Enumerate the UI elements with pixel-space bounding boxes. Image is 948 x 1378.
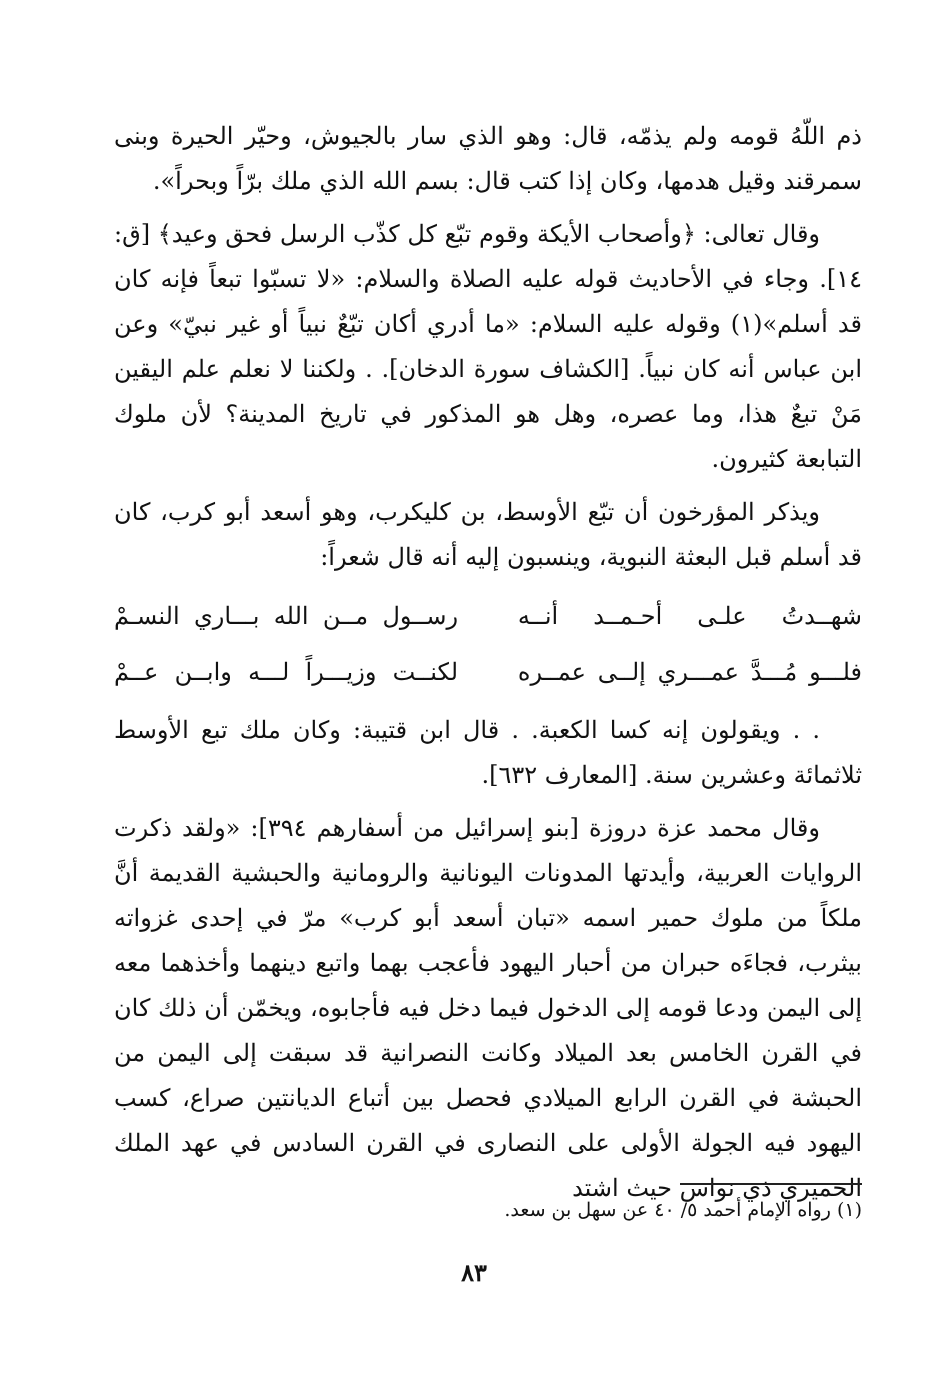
verse-1-first-hemistich: شهــدتُ علـى أحـمــد أنــه (517, 602, 862, 630)
page-number: ٨٣ (461, 1258, 487, 1287)
paragraph-5: وقال محمد عزة دروزة [بنو إسرائيل من أسفارهم ٣٩٤]: «ولقد ذكرت الروايات العربية، وأيدتها المدونات اليونانية والرومانية والحبشية القديمة أنَّ ملكاً من ملوك حمير اسمه «تبان أسعد أبو كرب» مرّ في إحدى غزواته بيثرب، فجاءَه حبران من أحبار اليهود فأعجب بهما واتبع دينهما وأخذهما معه إلى اليمن ودعا قومه إلى الدخول فيما دخل فيه فأجابوه، ويخمّن أن ذلك كان في القرن الخامس بعد الميلاد وكانت النصرانية قد سبقت إلى اليمن من الحبشة في القرن الرابع الميلادي فحصل بين أتباع الديانتين صراع، كسب اليهود فيه الجولة الأولى على النصارى في القرن السادس في عهد الملك الحميري ذي نواس حيث اشتد (114, 814, 862, 1202)
poem (114, 588, 862, 700)
poem-verse-2 (114, 644, 862, 700)
paragraph-4: . . ويقولون إنه كسا الكعبة. . قال ابن قتيبة: وكان ملك تبع الأوسط ثلاثمائة وعشرين سنة. [المعارف ٦٣٢]. (114, 716, 862, 789)
paragraph-3: ويذكر المؤرخون أن تبّع الأوسط، بن كليكرب، وهو أسعد أبو كرب، كان قد أسلم قبل البعثة النبوية، وينسبون إليه أنه قال شعراً: (114, 498, 862, 571)
paragraph-2: وقال تعالى: ﴿وأصحاب الأيكة وقوم تبّع كل كذّب الرسل فحق وعيد﴾ [ق: ١٤]. وجاء في الأحاديث قوله عليه الصلاة والسلام: «لا تسبّوا تبعاً فإنه كان قد أسلم»(١) وقوله عليه السلام: «ما أدري أكان تبّعٌ نبياً أو غير نبيّ» وعن ابن عباس أنه كان نبياً. [الكشاف سورة الدخان]. . ولكننا لا نعلم علم اليقين مَنْ تبعٌ هذا، وما عصره، وهل هو المذكور في تاريخ المدينة؟ لأن ملوك التبابعة كثيرون. (114, 220, 862, 473)
page-body (114, 114, 862, 1219)
verse-2-second-hemistich: لكنــت وزيـــراً لـــه وابــن عــمْ (114, 658, 459, 686)
footnote: (١) رواه الإمام أحمد ٥/ ٤٠ عن سهل بن سعد. (504, 1199, 862, 1221)
poem-verse-1 (114, 588, 862, 644)
paragraph-1: ذم اللّهُ قومه ولم يذمّه، قال: وهو الذي سار بالجيوش، وحيّر الحيرة وبنى سمرقند وقيل هدمها، وكان إذا كتب قال: بسم الله الذي ملك برّاً وبحراً». (114, 122, 862, 195)
verse-1-second-hemistich: رســول مــن الله بـــاري النسـمْ (114, 602, 459, 630)
footnote-divider (680, 1183, 862, 1185)
verse-2-first-hemistich: فلـــو مُـــدَّ عمـــري إلــى عمــره (517, 658, 862, 686)
